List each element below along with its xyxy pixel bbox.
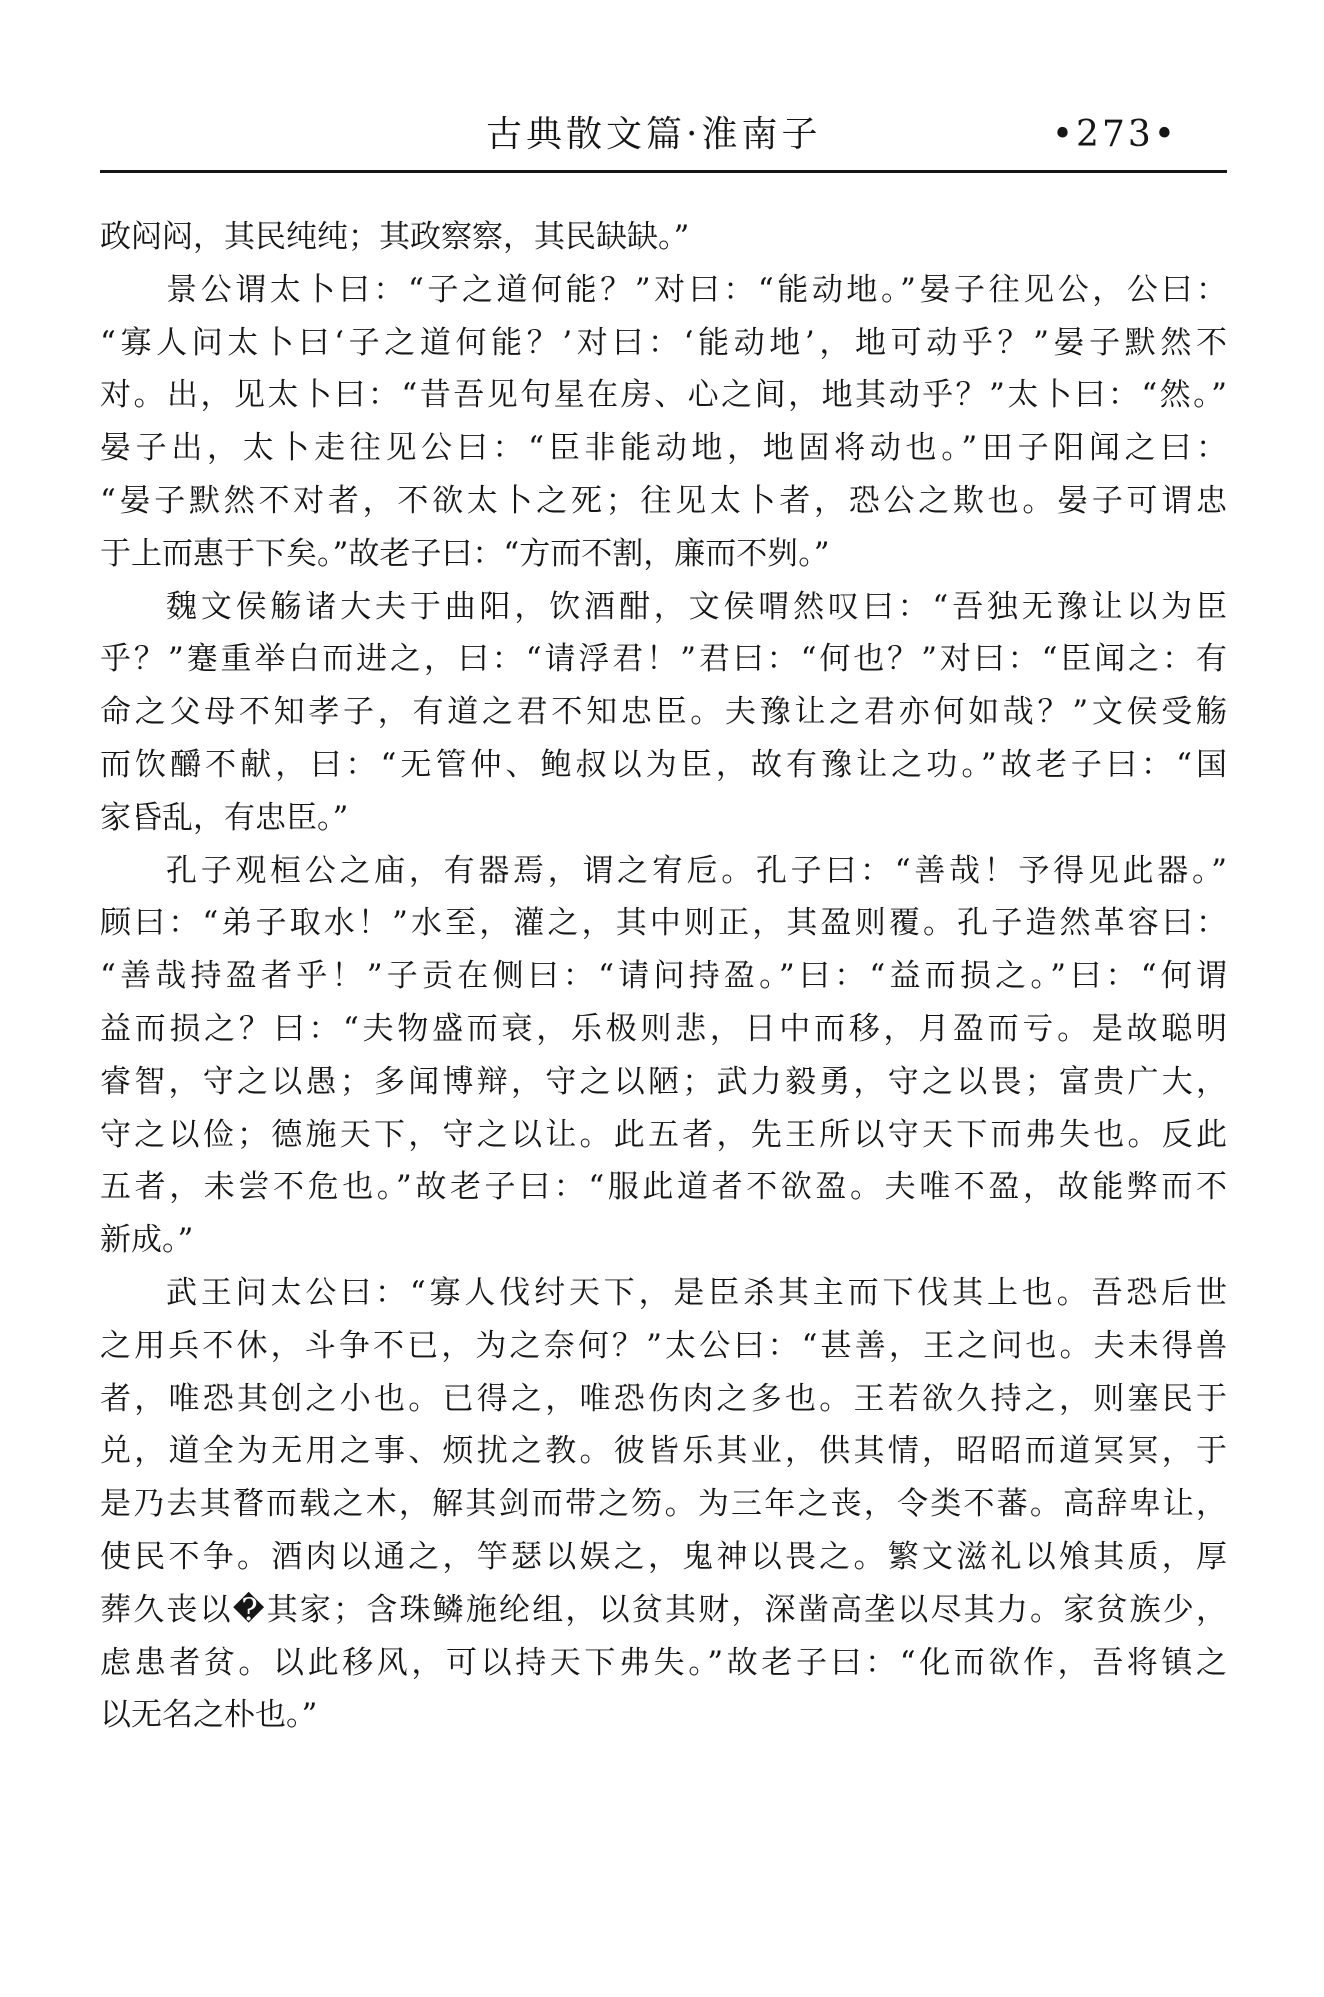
- text-line: 孔子观桓公之庙，有器焉，谓之宥卮。孔子曰：“善哉！予得见此器。”: [166, 852, 1227, 889]
- page-number: •273•: [1051, 114, 1178, 155]
- text-line: 新成。”: [100, 1222, 194, 1259]
- running-header-title: 古典散文篇·淮南子: [486, 114, 822, 155]
- text-line: 睿智，守之以愚；多闻博辩，守之以陋；武力毅勇，守之以畏；富贵广大，: [100, 1063, 1227, 1100]
- text-line: 五者，未尝不危也。”故老子曰：“服此道者不欲盈。夫唯不盈，故能弊而不: [100, 1169, 1227, 1206]
- text-line: 使民不争。酒肉以通之，竽瑟以娱之，鬼神以畏之。繁文滋礼以飧其质，厚: [100, 1538, 1227, 1575]
- text-line: 葬久丧以�其家；含珠鳞施纶组，以贫其财，深凿高垄以尽其力。家贫族少，: [100, 1591, 1227, 1628]
- text-line: “寡人问太卜曰‘子之道何能？’对曰：‘能动地’，地可动乎？”晏子默然不: [100, 324, 1227, 361]
- header-rule: [100, 170, 1227, 173]
- text-line: 于上而惠于下矣。”故老子曰：“方而不割，廉而不刿。”: [100, 535, 830, 572]
- text-line: 之用兵不休，斗争不已，为之奈何？”太公曰：“甚善，王之问也。夫未得兽: [100, 1327, 1227, 1364]
- text-line: 以无名之朴也。”: [100, 1697, 318, 1734]
- text-line: 晏子出，太卜走往见公曰：“臣非能动地，地固将动也。”田子阳闻之曰：: [100, 430, 1227, 467]
- text-line: 命之父母不知孝子，有道之君不知忠臣。夫豫让之君亦何如哉？”文侯受觞: [100, 694, 1227, 731]
- text-line: 守之以俭；德施天下，守之以让。此五者，先王所以守天下而弗失也。反此: [100, 1116, 1227, 1153]
- text-line: 家昏乱，有忠臣。”: [100, 799, 349, 836]
- text-line: 景公谓太卜曰：“子之道何能？”对曰：“能动地。”晏子往见公，公曰：: [166, 271, 1227, 308]
- body-text: [100, 211, 1227, 1742]
- text-line: 魏文侯觞诸大夫于曲阳，饮酒酣，文侯喟然叹曰：“吾独无豫让以为臣: [166, 588, 1227, 625]
- paragraph: [100, 845, 1227, 1267]
- text-line: 虑患者贫。以此移风，可以持天下弗失。”故老子曰：“化而欲作，吾将镇之: [100, 1644, 1227, 1681]
- text-line: 武王问太公曰：“寡人伐纣天下，是臣杀其主而下伐其上也。吾恐后世: [166, 1274, 1227, 1311]
- text-line: 者，唯恐其创之小也。已得之，唯恐伤肉之多也。王若欲久持之，则塞民于: [100, 1380, 1227, 1417]
- text-line: 对。出，见太卜曰：“昔吾见句星在房、心之间，地其动乎？”太卜曰：“然。”: [100, 377, 1227, 414]
- text-line: 是乃去其瞀而载之木，解其剑而带之笏。为三年之丧，令类不蕃。高辞卑让，: [100, 1486, 1227, 1523]
- paragraph: [100, 581, 1227, 845]
- text-line: 兑，道全为无用之事、烦扰之教。彼皆乐其业，供其情，昭昭而道冥冥，于: [100, 1433, 1227, 1470]
- text-line: 顾曰：“弟子取水！”水至，灌之，其中则正，其盈则覆。孔子造然革容曰：: [100, 905, 1227, 942]
- paragraph: [100, 264, 1227, 581]
- text-line: 乎？”蹇重举白而进之，曰：“请浮君！”君曰：“何也？”对曰：“臣闻之：有: [100, 641, 1227, 678]
- text-line: 而饮釂不献，曰：“无管仲、鲍叔以为臣，故有豫让之功。”故老子曰：“国: [100, 746, 1227, 783]
- paragraph: [100, 1267, 1227, 1742]
- text-line: 益而损之？曰：“夫物盛而衰，乐极则悲，日中而移，月盈而亏。是故聪明: [100, 1010, 1227, 1047]
- text-line: 政闷闷，其民纯纯；其政察察，其民缺缺。”: [100, 219, 690, 255]
- text-line: “晏子默然不对者，不欲太卜之死；往见太卜者，恐公之欺也。晏子可谓忠: [100, 482, 1227, 519]
- paragraph: [100, 211, 1227, 264]
- text-line: “善哉持盈者乎！”子贡在侧曰：“请问持盈。”曰：“益而损之。”曰：“何谓: [100, 958, 1227, 995]
